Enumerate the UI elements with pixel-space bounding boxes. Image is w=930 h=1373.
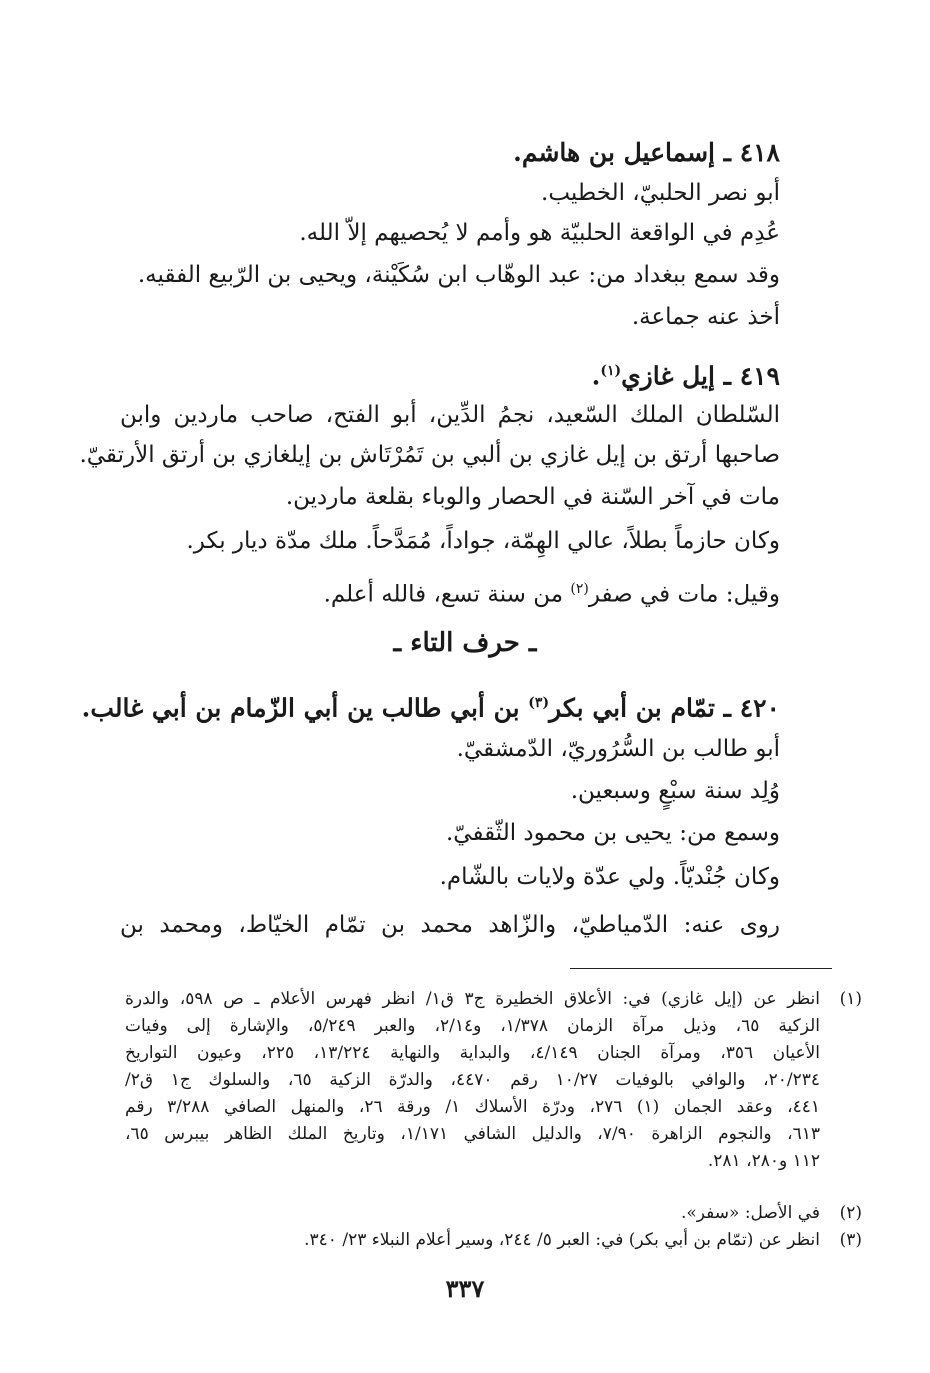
- page-number: ٣٣٧: [445, 1274, 485, 1303]
- entry-419-line-5-b: من سنة تسع، فالله أعلم.: [323, 581, 571, 608]
- entry-419-line-4: وكان حازماً بطلاً، عالي الهِمّة، جواداً، مُمَدَّحاً. ملك مدّة ديار بكر.: [186, 528, 780, 554]
- footnote-1-line-5: ٤٤١، وعقد الجمان (١) ٢٧٦، ودرّة الأسلاك ١/ ورقة ٢٦، والمنهل الصافي ٣/٢٨٨ رقم: [125, 1097, 820, 1117]
- entry-420-line-5: روى عنه: الدّمياطيّ، والزّاهد محمد بن تمّام الخيّاط، ومحمد بن: [120, 912, 780, 938]
- entry-420-title-a: ٤٢٠ ـ تمّام بن أبي بكر: [549, 693, 780, 723]
- entry-418-line-1: أبو نصر الحلبيّ، الخطيب.: [541, 180, 780, 206]
- footnote-1-number: (١): [839, 989, 862, 1009]
- footnote-1-line-4: ٢٠/٢٣٤، والوافي بالوفيات ١٠/٢٧ رقم ٤٤٧٠، والدرّة الزكية ٦٥، والسلوك ج١ ق٢/: [125, 1070, 820, 1090]
- footnote-ref-2: (٢): [570, 581, 589, 597]
- entry-420-title: [81, 688, 780, 723]
- footnote-1-line-2: الزكية ٦٥، وذيل مرآة الزمان ١/٣٧٨، و٢/١٤، والعبر ٥/٢٤٩، والإشارة إلى وفيات: [125, 1016, 820, 1036]
- entry-420-title-b: بن أبي طالب ين أبي الزّمام بن أبي غالب.: [81, 693, 529, 723]
- footnote-1-line-7: ١١٢ و٢٨٠، ٢٨١.: [707, 1151, 820, 1171]
- footnote-ref-3: (٣): [528, 695, 550, 711]
- entry-419-line-1: السّلطان الملك السّعيد، نجمُ الدِّين، أبو الفتح، صاحب ماردين وابن: [120, 402, 780, 428]
- entry-420-line-4: وكان جُنْديّاً. ولي عدّة ولايات بالشّام.: [439, 864, 780, 890]
- entry-420-line-2: وُلِد سنة سبْعٍ وسبعين.: [570, 778, 780, 804]
- footnote-2: [125, 1200, 862, 1227]
- entry-420-line-3: وسمع من: يحيى بن محمود الثّقفيّ.: [446, 820, 780, 846]
- entry-420-line-1: أبو طالب بن السُّرُوريّ، الدّمشقيّ.: [456, 736, 780, 762]
- footnote-3-number: (٣): [839, 1230, 862, 1250]
- entry-419-title: [120, 356, 780, 391]
- footnote-3: [125, 1227, 862, 1254]
- footnote-separator: [570, 968, 832, 969]
- footnote-1-line-6: ٦١٣، والنجوم الزاهرة ٧/٩٠، والدليل الشافي ١/١٧١، وتاريخ الملك الظاهر بيبرس ٦٥،: [125, 1124, 820, 1144]
- entry-419-line-5: [120, 574, 780, 610]
- section-heading: ـ حرف التاء ـ: [393, 628, 537, 658]
- entry-419-line-3: مات في آخر السّنة في الحصار والوباء بقلعة ماردين.: [285, 484, 780, 510]
- footnote-2-line-1: في الأصل: «سفر».: [681, 1203, 820, 1223]
- footnote-1: [125, 986, 862, 1175]
- entry-419-title-end: .: [591, 361, 601, 391]
- footnote-1-line-3: الأعيان ٣٥٦، ومرآة الجنان ٤/١٤٩، والبداية والنهاية ١٣/٢٢٤، ٢٢٥، وعيون التواريخ: [125, 1043, 821, 1063]
- entry-419-line-2: صاحبها أرتق بن إيل غازي بن ألبي بن تَمُرْتَاش بن إيلغازي بن أرتق الأرتقيّ.: [79, 442, 780, 468]
- entry-418-line-2: عُدِم في الواقعة الحلبيّة هو وأمم لا يُحصيهم إلاّ الله.: [299, 220, 780, 246]
- entry-419-title-text: ٤١٩ ـ إيل غازي: [621, 361, 780, 391]
- footnote-1-line-1: انظر عن (إيل غازي) في: الأعلاق الخطيرة ج٣ ق١/ انظر فهرس الأعلام ـ ص ٥٩٨، والدرة: [125, 989, 820, 1009]
- entry-418-title: ٤١٨ ـ إسماعيل بن هاشم.: [513, 138, 780, 167]
- entry-418-line-3: وقد سمع ببغداد من: عبد الوهّاب ابن سُكَيْنة، ويحيى بن الرّبيع الفقيه.: [137, 262, 780, 288]
- entry-418-line-4: أخذ عنه جماعة.: [631, 304, 780, 330]
- footnote-2-number: (٢): [839, 1203, 862, 1223]
- entry-419-line-5-a: وقيل: مات في صفر: [588, 581, 780, 608]
- footnote-3-line-1: انظر عن (تمّام بن أبي بكر) في: العبر ٥/ ٢٤٤، وسير أعلام النبلاء ٢٣/ ٣٤٠.: [304, 1230, 820, 1250]
- footnote-ref-1: (١): [600, 363, 622, 379]
